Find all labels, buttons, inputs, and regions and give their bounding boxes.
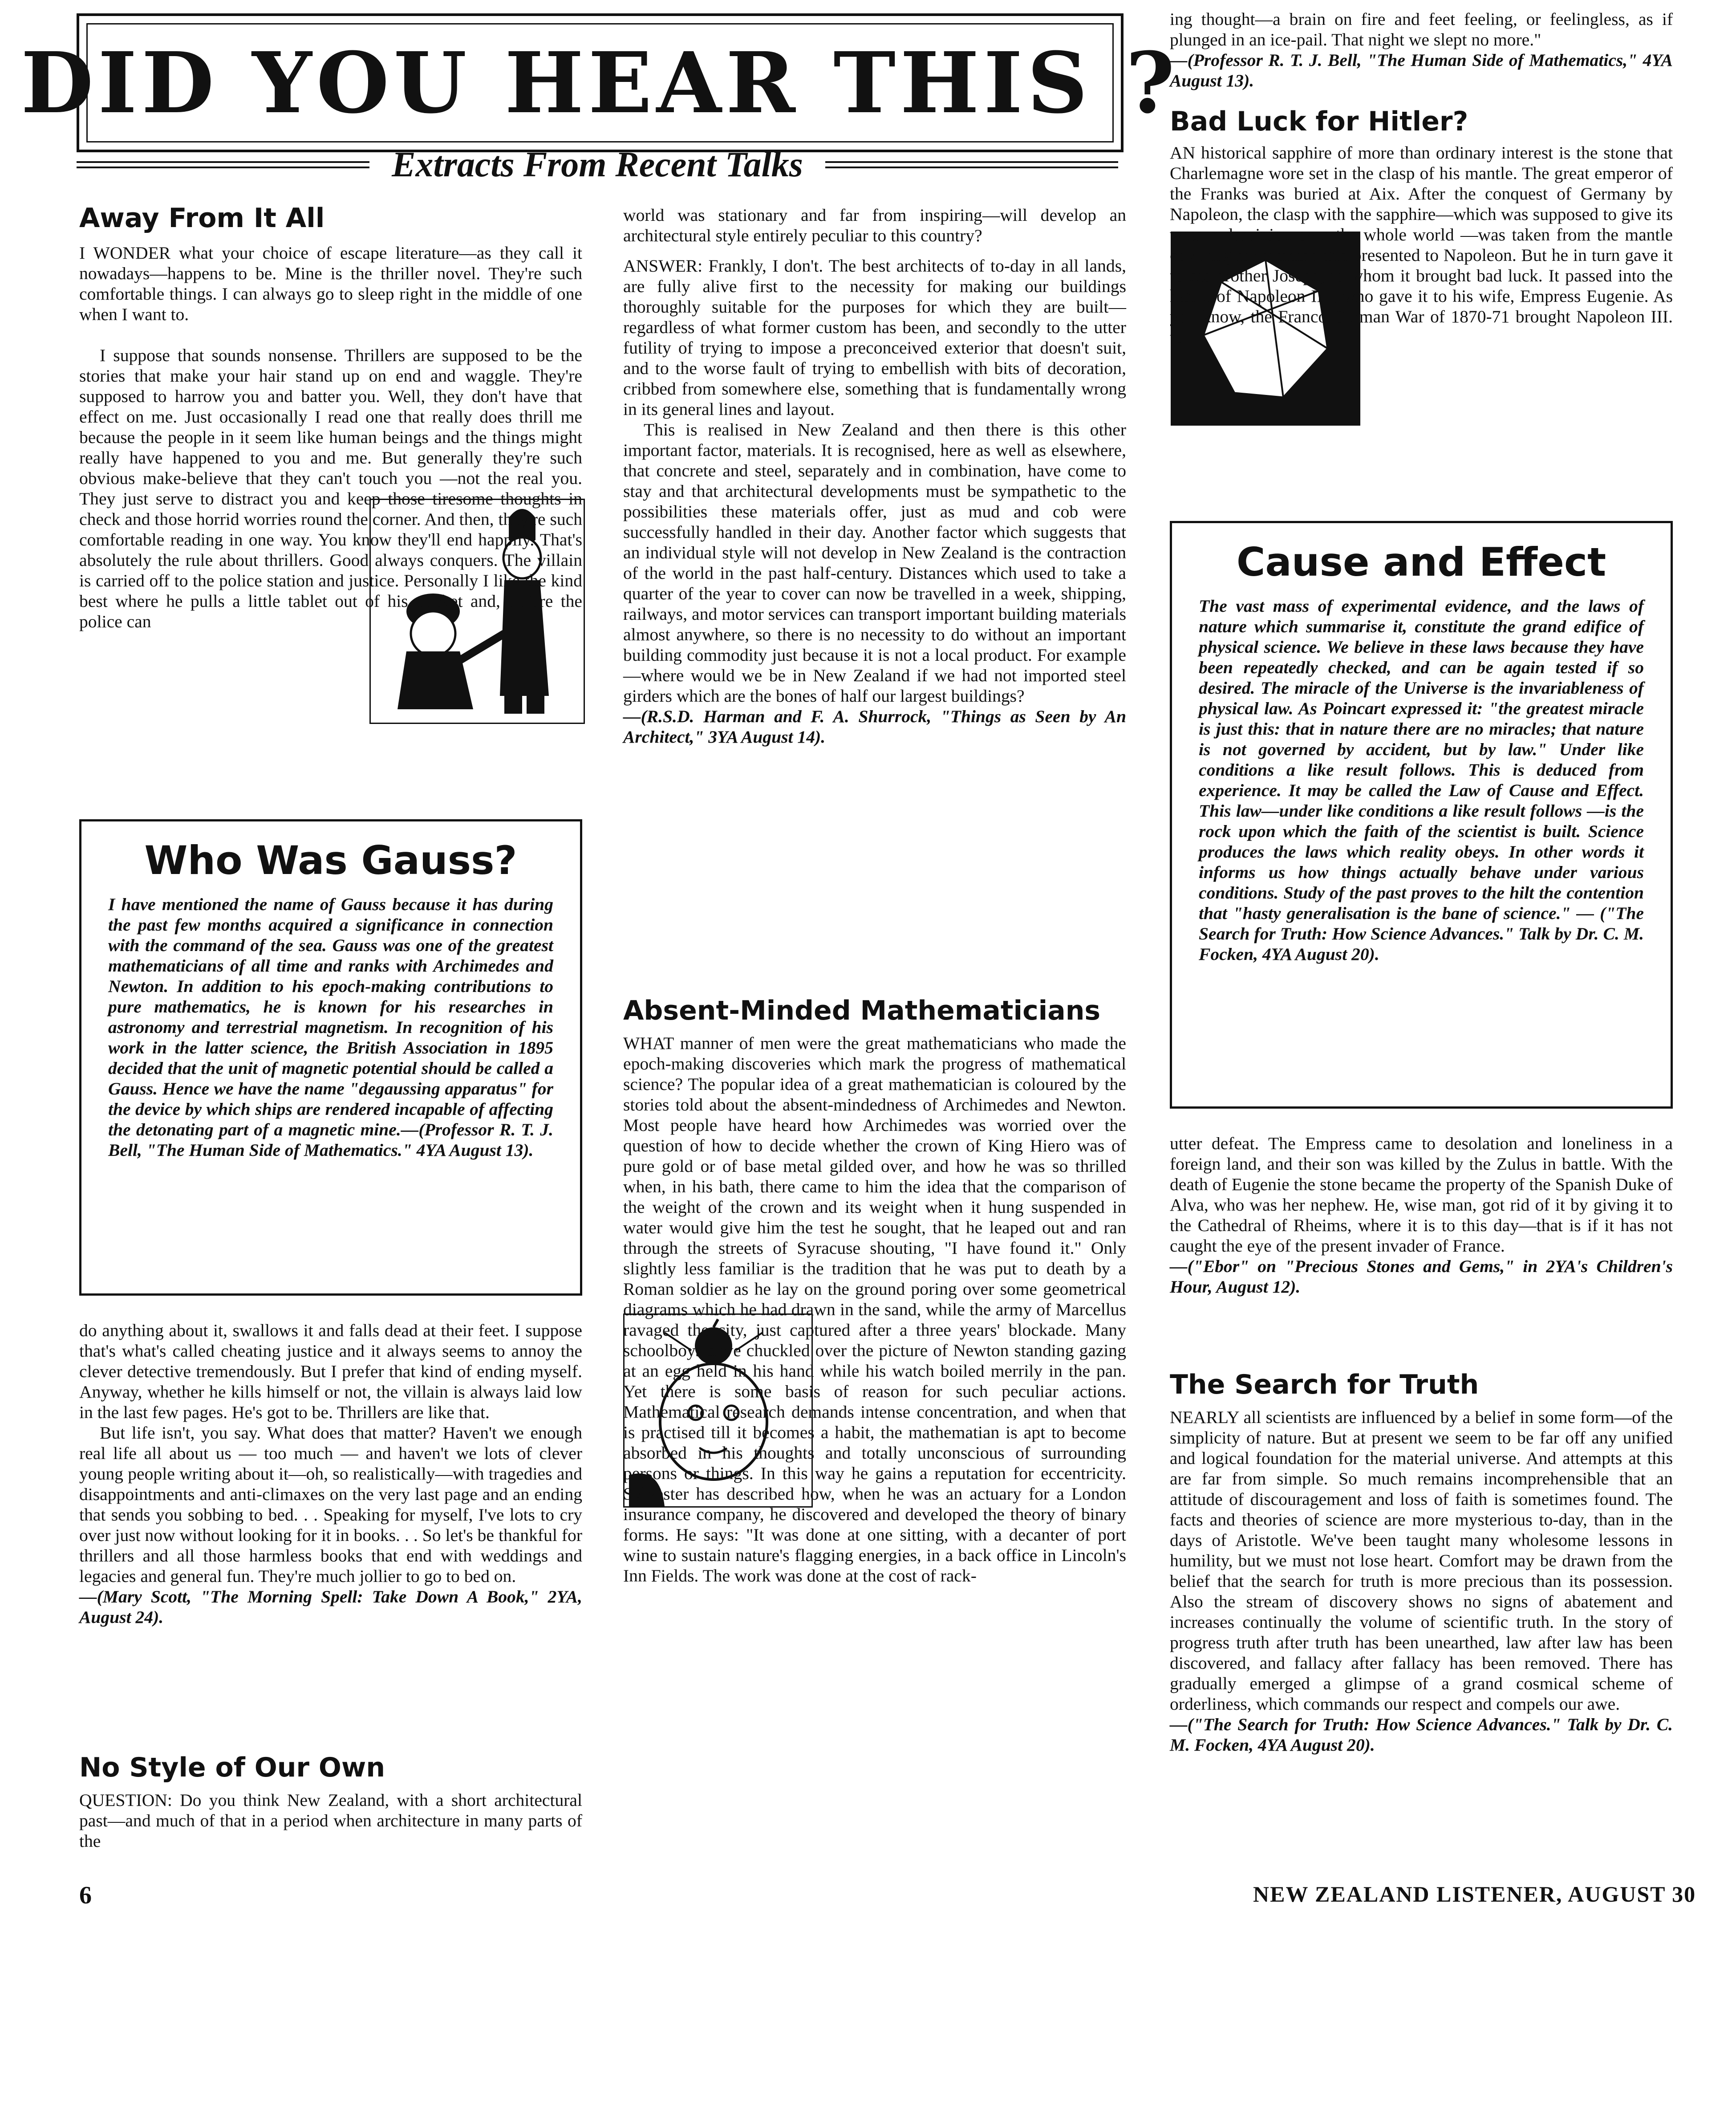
article-away-body-mid: [79, 345, 582, 632]
masthead-inner-frame: [20, 23, 1180, 142]
article-heading-hitler: Bad Luck for Hitler?: [1170, 106, 1468, 137]
cause-effect-box-title: Cause and Effect: [1236, 539, 1606, 585]
article-truth-para-1: NEARLY all scientists are influenced by a belief in some form—of the simplicity of nature. But at present we seem to be far off any unified and logical foundation for the material universe. And attempts at this are far from simple. So much remains incomprehensible that an attitude of discouragement and loss of faith is sometimes found. The facts and theories of science are more mysterious to-day, than in the days of Aristotle. We've been taught many wholesome lessons in humility, but we must not lose heart. Comfort may be drawn from the belief that the search for truth is more precious than its possession. Also the stream of discovery shows no signs of abatement and increases continually the volume of scientific truth. In the story of progress truth after truth has been unearthed, law after law has been discovered, and fallacy after fallacy has been removed. There has gradually emerged a glimpse of a grand cosmical scheme of orderliness, which commands our respect and compels our awe.: [1170, 1407, 1673, 1714]
article-hitler-para-2: utter defeat. The Empress came to desolation and loneliness in a foreign land, and their son was killed by the Zulus in battle. With the death of Eugenie the stone became the property of the Spanish Duke of Alva, who was her nephew. He, wise man, got rid of it by giving it to the Cathedral of Rheims, where it is to this day—that is if it has not caught the eye of the present invader of France.: [1170, 1134, 1673, 1256]
article-hitler-body-bottom: [1170, 1133, 1673, 1297]
article-style-question: [79, 1790, 582, 1851]
masthead-frame: [20, 13, 1180, 152]
article-truth-credit: —("The Search for Truth: How Science Advances." Talk by Dr. C. M. Focken, 4YA August 20).: [1170, 1715, 1673, 1755]
article-absent-continued: [1170, 9, 1673, 91]
article-heading-absent: Absent-Minded Mathematicians: [623, 995, 1101, 1026]
subtitle-rule-left: [77, 161, 369, 168]
article-heading-style: No Style of Our Own: [79, 1752, 385, 1783]
article-style-question-cont: world was stationary and far from inspiring—will develop an architectural style entirely peculiar to this country?: [623, 205, 1126, 245]
gauss-box-text: I have mentioned the name of Gauss because it has during the past few months acquired a significance in connection with the command of the sea. Gauss was one of the greatest mathematicians of all time and ranks with Archimedes and Newton. In addition to his epoch-making contributions to pure mathematics, he is known for his researches in astronomy and terrestrial magnetism. In recognition of his work in the latter science, the British Association in 1895 decided that the unit of magnetic potential should be called a Gauss. Hence we have the name "degaussing apparatus" for the device by which ships are rendered incapable of affecting the detonating part of a magnetic mine.—(Professor R. T. J. Bell, "The Human Side of Mathematics." 4YA August 13).: [108, 894, 553, 1160]
article-hitler-para-1: AN historical sapphire of more than ordinary interest is the stone that Charlemagne wore set in the clasp of his mantle. The great emperor of the Franks was buried at Aix. After the conquest of Germany by Napoleon, the clasp with the sapphire—which was supposed to give its wearer dominion over the whole world —was taken from the mantle covering his remains and presented to Napoleon. But he in turn gave it to his brother Joseph, to whom it brought bad luck. It passed into the hands of Napoleon III., who gave it to his wife, Empress Eugenie. As you know, the Franco-German War of 1870-71 brought Napoleon III. to: [1170, 143, 1673, 347]
subtitle-rule-right: [825, 161, 1118, 168]
article-style-credit: —(R.S.D. Harman and F. A. Shurrock, "Things as Seen by An Architect," 3YA August 14).: [623, 707, 1126, 747]
cause-effect-box-text: The vast mass of experimental evidence, and the laws of nature which summarise it, constitute the grand edifice of physical science. We believe in these laws because they have been repeatedly checked, and can be again tested if so desired. The miracle of the Universe is the invariableness of physical law. As Poincart expressed it: "the greatest miracle is just this: that in nature there are no miracles; that nature is not governed by accident, but by law." Under like conditions a like result follows. This is deduced from experience. It may be called the Law of Cause and Effect. This law—under like conditions a like result follows —is the rock upon which the faith of the scientist is built. Science produces the laws which reality obeys. In other words it informs us how things actually behave under various conditions. Study of the past proves to the hilt the contention that "hasty generalisation is the bane of science." — ("The Search for Truth: How Science Advances." Talk by Dr. C. M. Focken, 4YA August 20).: [1199, 596, 1644, 964]
article-style-answer: ANSWER: Frankly, I don't. The best architects of to-day in all lands, are fully alive first to the necessity for making our buildings thoroughly suitable for the purposes for which they are built—regardless of what former custom has been, and secondly to the utter futility of trying to impose a preconceived exterior that doesn't suit, and to the worse fault of trying to embellish with bits of decoration, cribbed from somewhere else, something that is fundamentally wrong in its general lines and layout.: [623, 256, 1126, 419]
article-hitler-body-top: [1170, 142, 1673, 347]
article-away-credit: —(Mary Scott, "The Morning Spell: Take Down A Book," 2YA, August 24).: [79, 1587, 582, 1627]
publication-footer: NEW ZEALAND LISTENER, AUGUST 30: [1253, 1882, 1696, 1907]
page-number: 6: [79, 1882, 92, 1909]
article-heading-truth: The Search for Truth: [1170, 1369, 1479, 1400]
gauss-box-title: Who Was Gauss?: [144, 837, 517, 883]
article-away-para-3: do anything about it, swallows it and falls dead at their feet. I suppose that's what's called cheating justice and it always seems to annoy the clever detective tremendously. But I prefer that kind of ending myself. Anyway, whether he kills himself or not, the villain is always laid low in the last few pages. He's got to be. Thrillers are like that.: [79, 1321, 582, 1422]
article-absent-cont: ing thought—a brain on fire and feet feeling, or feelingless, as if plunged in an ice-pail. That night we slept no more.": [1170, 9, 1673, 49]
article-absent-para-1: WHAT manner of men were the great mathematicians who made the epoch-making discoveries which mark the progress of mathematical science? The popular idea of a great mathematician is coloured by the stories told about the absent-mindedness of Archimedes and Newton. Most people have heard how Archimedes was worried over the question of how to decide whether the crown of King Hiero was of pure gold or of base metal gilded over, and how he was so thrilled when, in his bath, there came to him the idea that the comparison of the weight of the crown and its weight when it hung suspended in water would give him the test he sought, that he leaped out and ran through the streets of Syracuse shouting, "I have found it." Only slightly less familiar is the tradition that he was put to death by a Roman soldier as he lay on the ground poring over some geometrical diagrams which he had drawn in the sand, while the army of Marcellus ravaged the city, just captured after a three years' blockade. Many schoolboys have chuckled over the picture of Newton standing gazing at an egg held in his hand while his watch boiled merrily in the pan. Yet there is some basis of reason for such peculiar actions. Mathematical research demands intense concentration, and when that is practised till it becomes a habit, the mathematian is apt to become absorbed in his thoughts and totally unconscious of surrounding persons or things. In this way he gains a reputation for eccentricity. Sylvester has described how, when he was an actuary for a London insurance company, he discovered and developed the theory of binary forms. He says: "It was done at one sitting, with a decanter of port wine to sustain nature's flagging energies, in a back office in Lincoln's Inn Fields. The work was done at the cost of rack-: [623, 1033, 1126, 1585]
article-absent-body-top: [623, 1033, 1126, 1586]
article-away-para-1: I WONDER what your choice of escape literature—as they call it nowadays—happens to be. Mine is the thriller novel. They're such comfortable things. I can always go to sleep right in the middle of one when I want to.: [79, 243, 582, 324]
article-absent-credit: —(Professor R. T. J. Bell, "The Human Side of Mathematics," 4YA August 13).: [1170, 50, 1673, 90]
article-away-body-top: [79, 243, 582, 325]
article-away-para-2: I suppose that sounds nonsense. Thrillers are supposed to be the stories that make your hair stand up on end and waggle. They're supposed to harrow you and batter you. Well, they don't have that effect on me. Just occasionally I read one that really does thrill me because the people in it seem like human beings and the things might really have happened to you and me. But generally they're such obvious make-believe that they can't touch you —not the real you. They just serve to distract you and keep those tiresome thoughts in check and those horrid worries round the corner. And then, they're such comfortable reading in one way. You know they'll end happily. That's absolutely the rule about thrillers. Good always conquers. The villain is carried off to the police station and justice. Personally I like the kind best where he pulls a little tablet out of his pocket and, before the police can: [79, 346, 582, 631]
article-away-body-bottom: [79, 1320, 582, 1627]
subtitle-row: [77, 142, 1118, 187]
article-truth-body: [1170, 1407, 1673, 1755]
cause-effect-box: [1170, 521, 1673, 1109]
page-title: DID YOU HEAR THIS ?: [20, 33, 1180, 132]
article-style-question-text: QUESTION: Do you think New Zealand, with a short architectural past—and much of that in a period when architecture in many parts of the: [79, 1790, 582, 1851]
article-heading-away: Away From It All: [79, 203, 325, 234]
gauss-box: [79, 819, 582, 1296]
article-away-para-4: But life isn't, you say. What does that matter? Haven't we enough real life all about us — too much — and haven't we lots of clever young people writing about it—oh, so realistically—with tragedies and disappointments and anti-climaxes on the very last page and an ending that sends you sobbing to bed. . . Speaking for myself, I've lots to cry over just now without looking for it in books. . . So let's be thankful for thrillers and all those harmless books that end with weddings and legacies and general fun. They're much jollier to go to bed on.: [79, 1423, 582, 1586]
article-hitler-credit: —("Ebor" on "Precious Stones and Gems," in 2YA's Children's Hour, August 12).: [1170, 1256, 1673, 1297]
page-subtitle: Extracts From Recent Talks: [392, 145, 803, 184]
article-style-body: [623, 205, 1126, 747]
article-style-para-2: This is realised in New Zealand and then there is this other important factor, materials. It is recognised, here as well as elsewhere, that concrete and steel, separately and in combination, have come to stay and that architectural developments must be sympathetic to the possibilities these materials offer, just as mud and cob were successfully handled in their day. Another factor which suggests that an individual style will not develop in New Zealand is the contraction of the world in the past half-century. Distances which used to take a quarter of the year to cover can now be travelled in a week, shipping, railways, and motor services can transport important building materials almost anywhere, so there is no necessity to do without an important building commodity just because it is not a local product. For example—where would we be in New Zealand if we had not imported steel girders which are the bones of half our largest buildings?: [623, 420, 1126, 706]
